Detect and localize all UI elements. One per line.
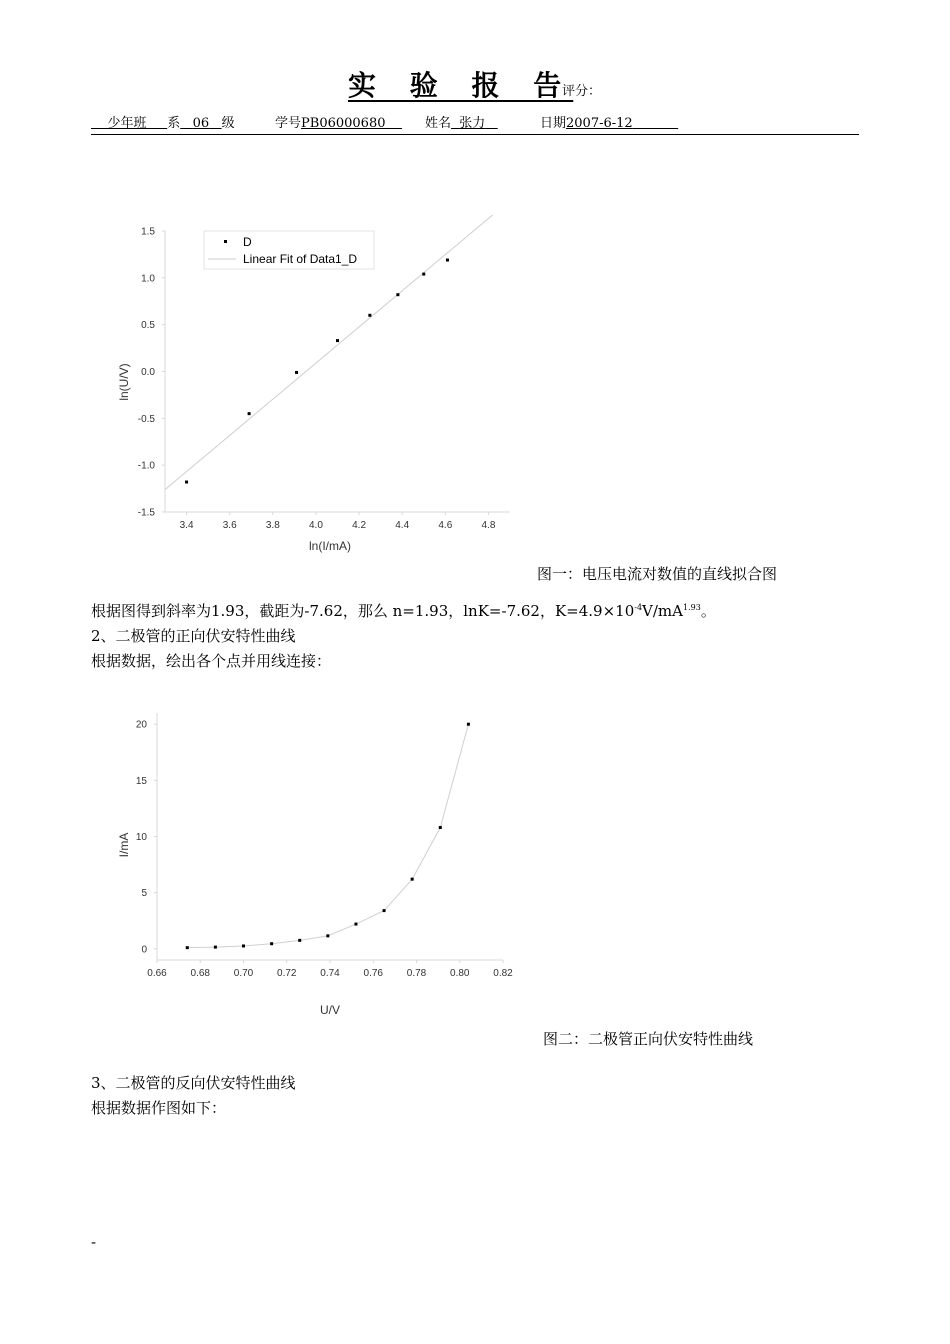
x-tick-label: 4.4 <box>395 520 410 531</box>
y-tick-label: -1.5 <box>137 507 155 519</box>
grade-label: 级 <box>221 116 235 131</box>
x-tick-label: 0.80 <box>450 968 470 979</box>
data-point <box>185 481 188 484</box>
y-tick-label: 20 <box>135 719 147 731</box>
x-tick-label: 4.2 <box>352 520 367 531</box>
data-point <box>396 293 399 296</box>
name-label: 姓名 <box>425 116 452 131</box>
series-line <box>187 724 468 947</box>
x-tick-label: 0.70 <box>233 968 254 979</box>
data-point <box>383 909 386 912</box>
data-point <box>242 944 245 947</box>
data-point <box>422 273 425 276</box>
figure-caption-1: 图一：电压电流对数值的直线拟合图 <box>537 565 778 583</box>
x-tick-label: 3.4 <box>179 520 194 531</box>
section-2-text: 根据数据，绘出各个点并用线连接： <box>91 652 332 670</box>
grade-value: 06 <box>192 116 210 131</box>
x-tick-label: 4.6 <box>438 520 453 531</box>
x-tick-label: 4.0 <box>308 520 323 531</box>
x-axis-label: U/V <box>319 1003 341 1017</box>
legend-marker-square <box>224 240 227 243</box>
student-id-field <box>275 112 402 131</box>
data-point <box>411 878 414 881</box>
data-point <box>446 259 449 262</box>
data-point <box>248 412 251 415</box>
section-3-heading: 3、二极管的反向伏安特性曲线 <box>91 1074 296 1092</box>
chart-forward-iv <box>100 705 530 1025</box>
legend-item-d: D <box>243 235 252 249</box>
data-point <box>368 314 371 317</box>
date-value: 2007-6-12 <box>566 116 633 131</box>
data-point <box>214 946 217 949</box>
chart-ln-fit <box>100 215 530 560</box>
dept-label: 系 <box>167 116 181 131</box>
x-tick-label: 0.68 <box>190 968 210 979</box>
x-tick-label: 0.82 <box>493 968 513 979</box>
footer-mark: - <box>91 1233 97 1251</box>
date-label: 日期 <box>540 116 567 131</box>
y-tick-label: 10 <box>135 832 147 843</box>
data-point <box>298 939 301 942</box>
y-tick-label: 0.5 <box>141 320 155 332</box>
data-point <box>186 946 189 949</box>
y-tick-label: 0 <box>141 944 147 956</box>
y-tick-label: -1.0 <box>137 460 155 472</box>
data-point <box>336 339 339 342</box>
x-axis-label: ln(I/mA) <box>309 539 351 553</box>
class-value: 少年班 <box>107 116 147 131</box>
y-tick-label: 1.5 <box>141 226 155 238</box>
x-tick-label: 0.66 <box>147 968 167 979</box>
data-point <box>354 923 357 926</box>
x-tick-label: 0.72 <box>277 968 297 979</box>
y-axis-label: ln(U/V) <box>117 363 131 401</box>
data-point <box>270 942 273 945</box>
x-tick-label: 0.78 <box>406 968 427 979</box>
student-id-value: PB06000680 <box>301 116 386 131</box>
data-point <box>295 371 298 374</box>
report-title: 实 验 报 告 <box>348 69 574 102</box>
student-id-label: 学号 <box>275 116 302 131</box>
score-label: 评分： <box>562 84 602 99</box>
legend-item-fit: Linear Fit of Data1_D <box>243 252 358 266</box>
y-tick-label: 1.0 <box>141 273 155 285</box>
y-tick-label: 5 <box>141 888 147 900</box>
class-field <box>91 112 235 131</box>
y-tick-label: 15 <box>135 775 147 787</box>
data-point <box>467 723 470 726</box>
y-tick-label: -0.5 <box>137 413 155 425</box>
x-tick-label: 3.8 <box>265 520 280 531</box>
x-tick-label: 3.6 <box>222 520 237 531</box>
header-rule <box>91 134 859 135</box>
name-value: 张力 <box>459 116 486 131</box>
section-2-heading: 2、二极管的正向伏安特性曲线 <box>91 627 296 645</box>
name-field <box>425 112 498 131</box>
section-3-text: 根据数据作图如下： <box>91 1099 227 1117</box>
x-tick-label: 4.8 <box>481 520 496 531</box>
y-tick-label: 0.0 <box>141 367 155 378</box>
fit-result-text: 根据图得到斜率为1.93，截距为-7.62，那么 n=1.93，lnK=-7.62，$K=4.9\times 10^{-4}V/mA^{1.93}$。 <box>91 602 716 620</box>
data-point <box>439 826 442 829</box>
date-field <box>540 112 678 131</box>
x-tick-label: 0.74 <box>320 968 340 979</box>
data-point <box>326 934 329 937</box>
x-tick-label: 0.76 <box>363 968 383 979</box>
y-axis-label: I/mA <box>117 832 131 858</box>
figure-caption-2: 图二：二极管正向伏安特性曲线 <box>543 1030 754 1048</box>
